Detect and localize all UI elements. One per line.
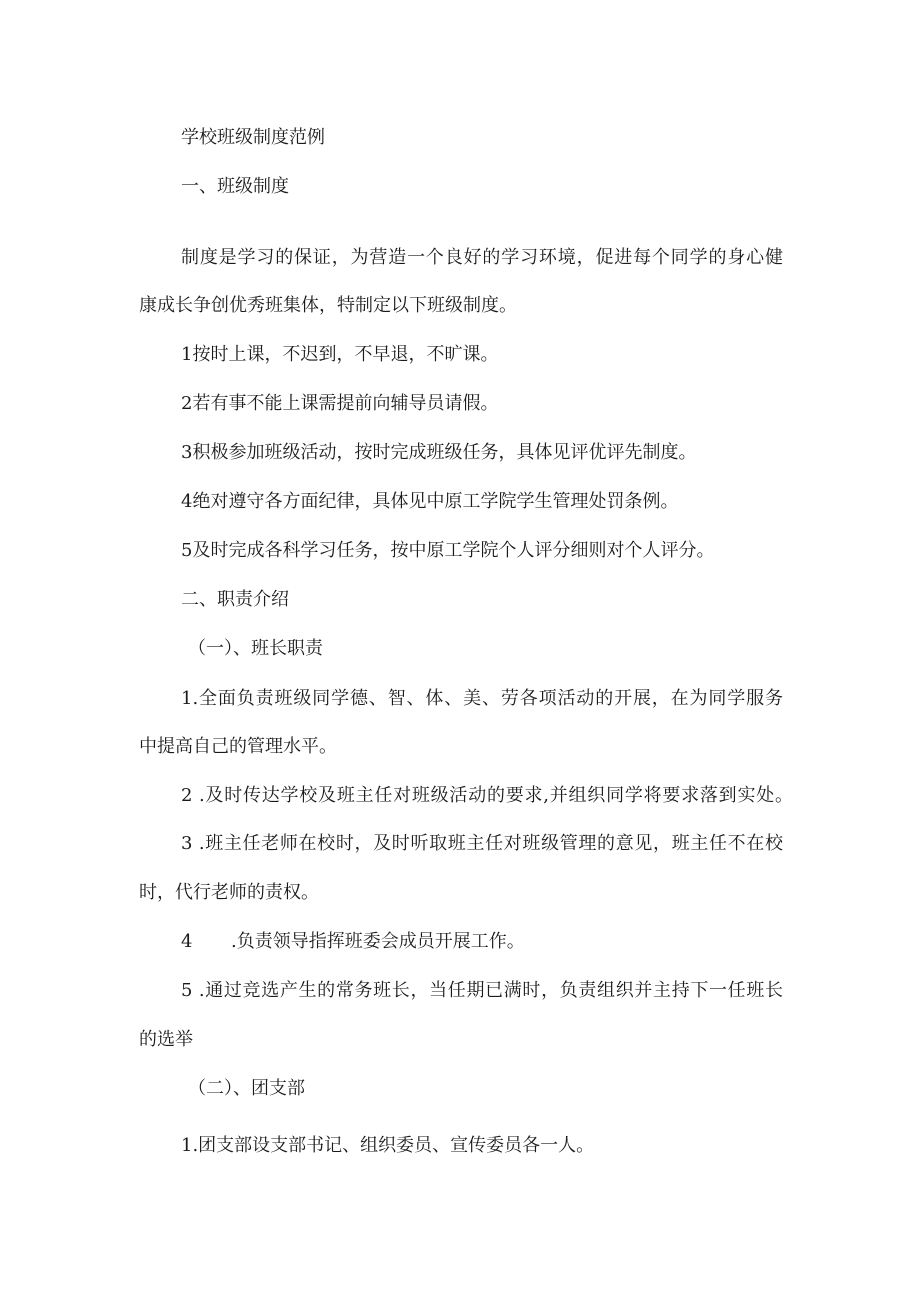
intro-paragraph-line-1: 制度是学习的保证，为营造一个良好的学习环境，促进每个同学的身心健	[181, 247, 783, 268]
section-1-heading: 一、班级制度	[181, 176, 289, 197]
subsection-2-heading: （二）、团支部	[188, 1078, 305, 1099]
rule-item-2: 2若有事不能上课需提前向辅导员请假。	[181, 393, 499, 414]
duty-item-1-line-1: 1.全面负责班级同学德、智、体、美、劳各项活动的开展，在为同学服务	[181, 688, 783, 709]
duty-item-3-line-1: 3 .班主任老师在校时，及时听取班主任对班级管理的意见，班主任不在校	[181, 833, 783, 854]
intro-paragraph-line-2: 康成长争创优秀班集体，特制定以下班级制度。	[139, 295, 517, 316]
duty-item-4-number: 4	[181, 931, 193, 952]
rule-item-1: 1按时上课，不迟到，不早退，不旷课。	[181, 344, 499, 365]
subsection-1-heading: （一）、班长职责	[188, 638, 323, 659]
rule-item-3: 3积极参加班级活动，按时完成班级任务，具体见评优评先制度。	[181, 442, 697, 463]
duty-item-3-line-2: 时，代行老师的责权。	[139, 882, 319, 903]
league-item-1: 1.团支部设支部书记、组织委员、宣传委员各一人。	[181, 1135, 595, 1156]
document-title: 学校班级制度范例	[181, 127, 325, 148]
duty-item-1-line-2: 中提高自己的管理水平。	[139, 736, 337, 757]
duty-item-4-text: .负责领导指挥班委会成员开展工作。	[231, 931, 525, 952]
rule-item-5: 5及时完成各科学习任务，按中原工学院个人评分细则对个人评分。	[181, 540, 715, 561]
rule-item-4: 4绝对遵守各方面纪律，具体见中原工学院学生管理处罚条例。	[181, 491, 679, 512]
duty-item-5-line-2: 的选举	[139, 1029, 193, 1050]
section-2-heading: 二、职责介绍	[181, 589, 289, 610]
duty-item-2: 2 .及时传达学校及班主任对班级活动的要求,并组织同学将要求落到实处。	[181, 785, 793, 806]
duty-item-5-line-1: 5 .通过竞选产生的常务班长，当任期已满时，负责组织并主持下一任班长	[181, 980, 783, 1001]
